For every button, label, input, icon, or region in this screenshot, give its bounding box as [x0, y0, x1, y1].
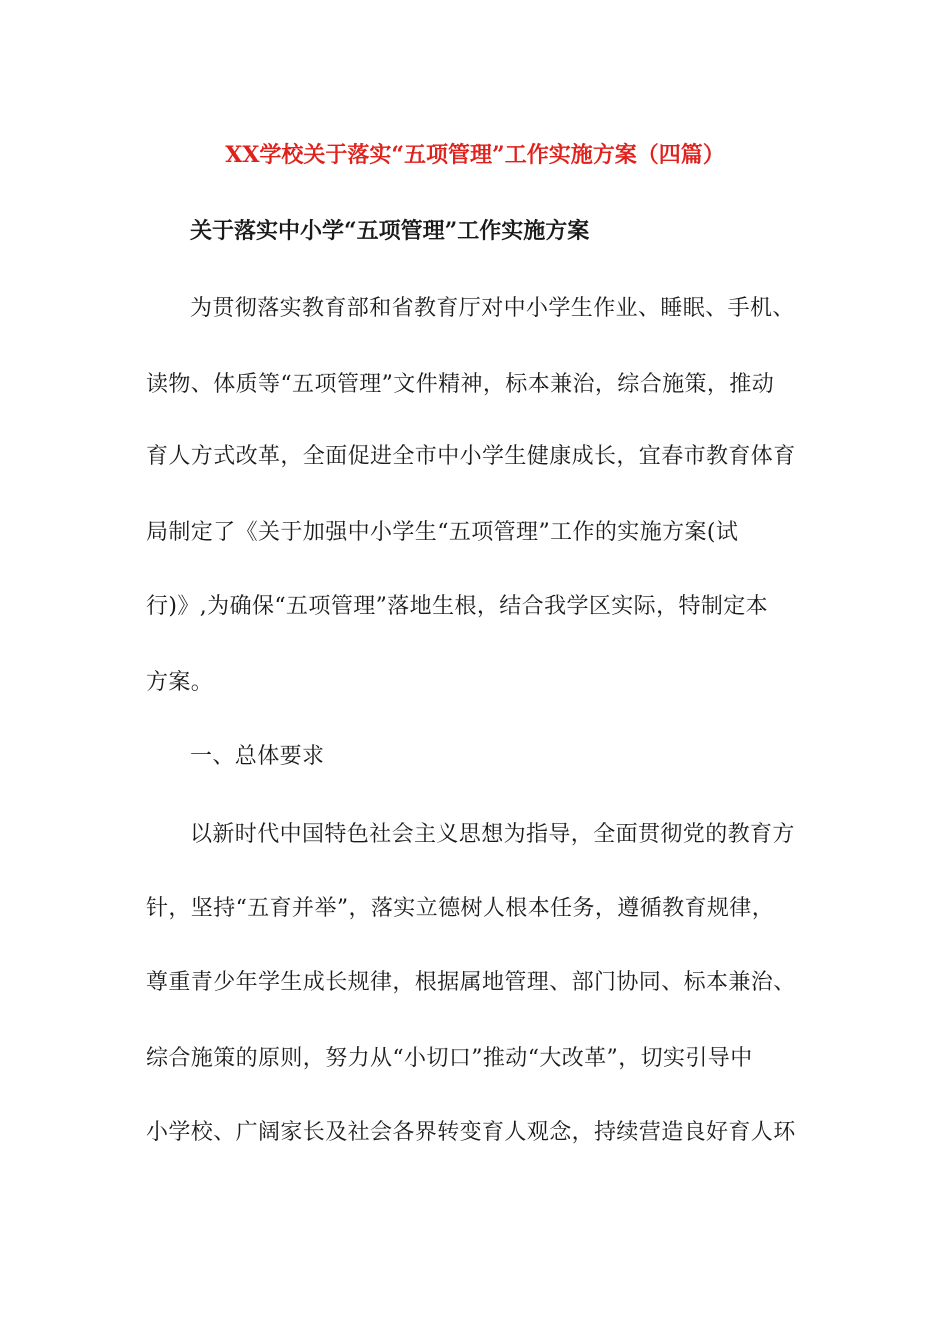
intro-line: 局制定了《关于加强中小学生“五项管理”工作的实施方案(试	[146, 520, 739, 545]
intro-line: 方案。	[146, 670, 214, 695]
intro-line: 为贯彻落实教育部和省教育厅对中小学生作业、睡眠、手机、	[190, 296, 795, 321]
intro-line: 读物、体质等“五项管理”文件精神，标本兼治，综合施策，推动	[146, 372, 775, 397]
body-line: 以新时代中国特色社会主义思想为指导，全面贯彻党的教育方	[190, 822, 795, 847]
body-line: 小学校、广阔家长及社会各界转变育人观念，持续营造良好育人环	[146, 1120, 796, 1145]
intro-line: 育人方式改革，全面促进全市中小学生健康成长，宜春市教育体育	[146, 444, 796, 469]
document-subtitle: 关于落实中小学“五项管理”工作实施方案	[190, 218, 590, 244]
section-heading: 一、总体要求	[190, 744, 325, 769]
document-title: XX学校关于落实“五项管理”工作实施方案（四篇）	[225, 142, 725, 168]
body-line: 尊重青少年学生成长规律，根据属地管理、部门协同、标本兼治、	[146, 970, 796, 995]
body-line: 针，坚持“五育并举”，落实立德树人根本任务，遵循教育规律，	[146, 896, 775, 921]
body-line: 综合施策的原则，努力从“小切口”推动“大改革”，切实引导中	[146, 1046, 753, 1071]
intro-line: 行)》,为确保“五项管理”落地生根，结合我学区实际，特制定本	[146, 594, 769, 619]
